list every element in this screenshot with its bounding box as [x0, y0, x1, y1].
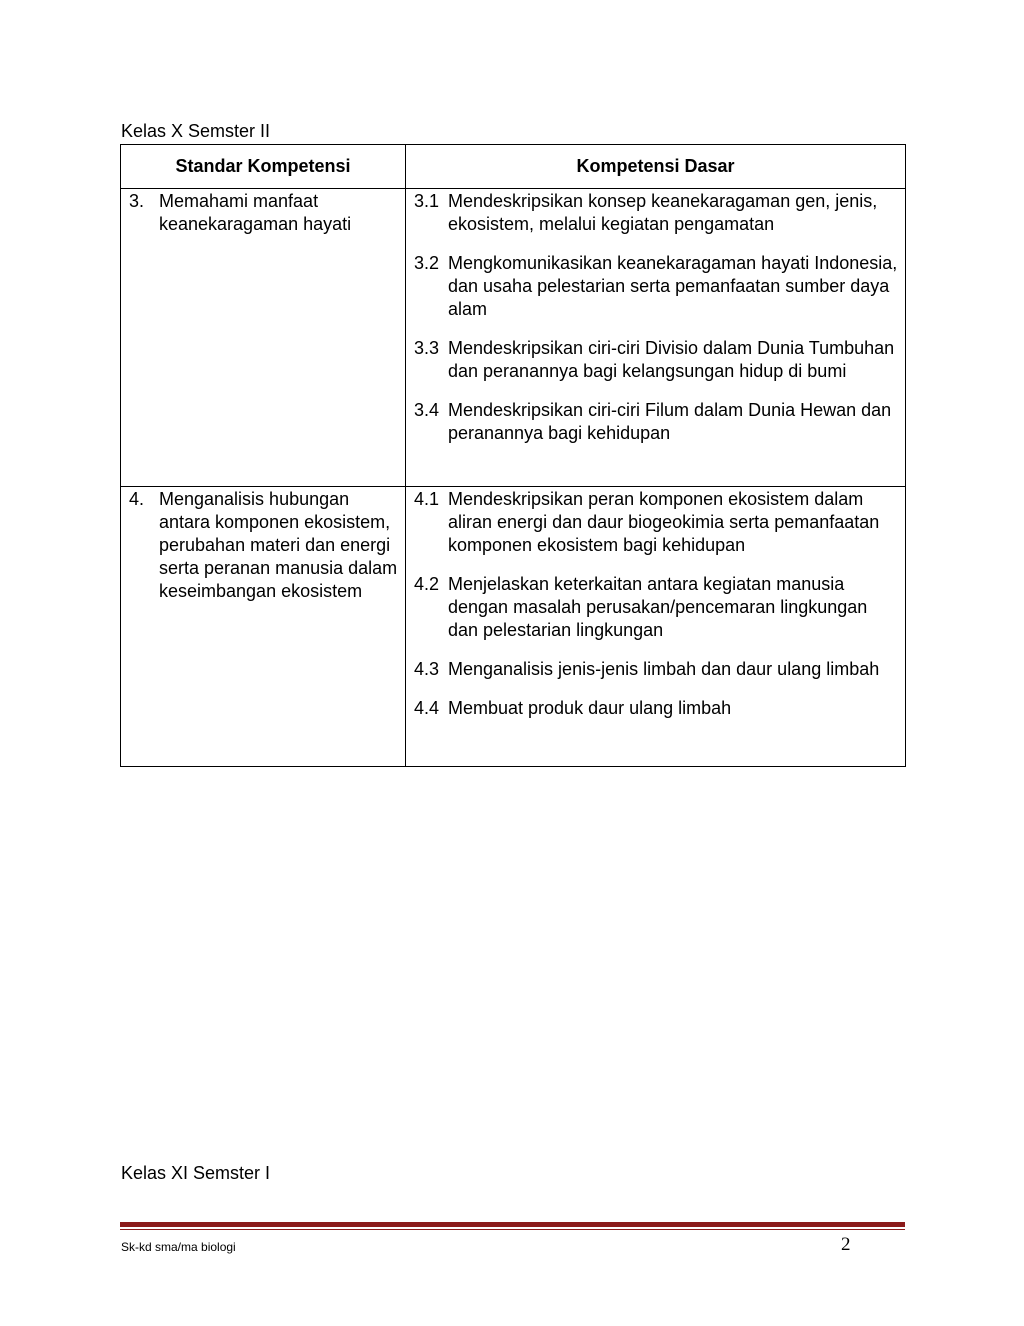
- header-kompetensi-dasar: Kompetensi Dasar: [406, 145, 906, 189]
- kd-number: 3.2: [414, 253, 440, 273]
- kd-text: Membuat produk daur ulang limbah: [448, 698, 732, 718]
- section-title-kelas-x: Kelas X Semster II: [121, 121, 271, 141]
- kd-cell: [406, 189, 906, 487]
- kd-text: Mendeskripsikan peran komponen ekosistem dalam aliran energi dan daur biogeokimia serta pemanfaatan komponen ekosistem bagi kehidupan: [448, 489, 880, 555]
- footer-rule-thin: [120, 1229, 905, 1230]
- section-title-kelas-xi: Kelas XI Semster I: [121, 1163, 271, 1183]
- kd-item: [414, 252, 899, 321]
- competency-table: [120, 144, 906, 767]
- sk-number: 4.: [129, 489, 145, 509]
- table-row: [121, 189, 906, 487]
- kd-text: Mendeskripsikan konsep keanekaragaman gen, jenis, ekosistem, melalui kegiatan pengamatan: [448, 191, 878, 234]
- kd-text: Mendeskripsikan ciri-ciri Filum dalam Dunia Hewan dan peranannya bagi kehidupan: [448, 400, 892, 443]
- kd-list: [406, 487, 905, 720]
- kd-number: 4.1: [414, 489, 440, 509]
- kd-number: 4.2: [414, 574, 440, 594]
- kd-item: [414, 697, 899, 720]
- sk-cell: [121, 487, 406, 767]
- sk-text: Menganalisis hubungan antara komponen ekosistem, perubahan materi dan energi serta peranan manusia dalam keseimbangan ekosistem: [159, 489, 398, 601]
- kd-number: 4.4: [414, 698, 440, 718]
- sk-cell: [121, 189, 406, 487]
- kd-list: [406, 189, 905, 445]
- sk-item: [121, 487, 405, 603]
- kd-item: [414, 190, 899, 236]
- kd-number: 3.3: [414, 338, 440, 358]
- kd-text: Mendeskripsikan ciri-ciri Divisio dalam Dunia Tumbuhan dan peranannya bagi kelangsungan hidup di bumi: [448, 338, 895, 381]
- kd-item: [414, 658, 899, 681]
- footer-rule: [120, 1222, 905, 1227]
- kd-number: 4.3: [414, 659, 440, 679]
- table-row: [121, 487, 906, 767]
- page-number: 2: [841, 1234, 851, 1255]
- sk-item: [121, 189, 405, 236]
- kd-text: Menjelaskan keterkaitan antara kegiatan manusia dengan masalah perusakan/pencemaran lingkungan dan pelestarian lingkungan: [448, 574, 868, 640]
- kd-item: [414, 399, 899, 445]
- kd-text: Menganalisis jenis-jenis limbah dan daur ulang limbah: [448, 659, 880, 679]
- kd-item: [414, 488, 899, 557]
- kd-text: Mengkomunikasikan keanekaragaman hayati Indonesia, dan usaha pelestarian serta pemanfaatan sumber daya alam: [448, 253, 898, 319]
- kd-number: 3.1: [414, 191, 440, 211]
- kd-cell: [406, 487, 906, 767]
- footer-document-name: Sk-kd sma/ma biologi: [121, 1240, 236, 1254]
- header-standar-kompetensi: Standar Kompetensi: [121, 145, 406, 189]
- kd-item: [414, 337, 899, 383]
- kd-item: [414, 573, 899, 642]
- sk-text: Memahami manfaat keanekaragaman hayati: [159, 191, 352, 234]
- table-header-row: [121, 145, 906, 189]
- kd-number: 3.4: [414, 400, 440, 420]
- sk-number: 3.: [129, 191, 145, 211]
